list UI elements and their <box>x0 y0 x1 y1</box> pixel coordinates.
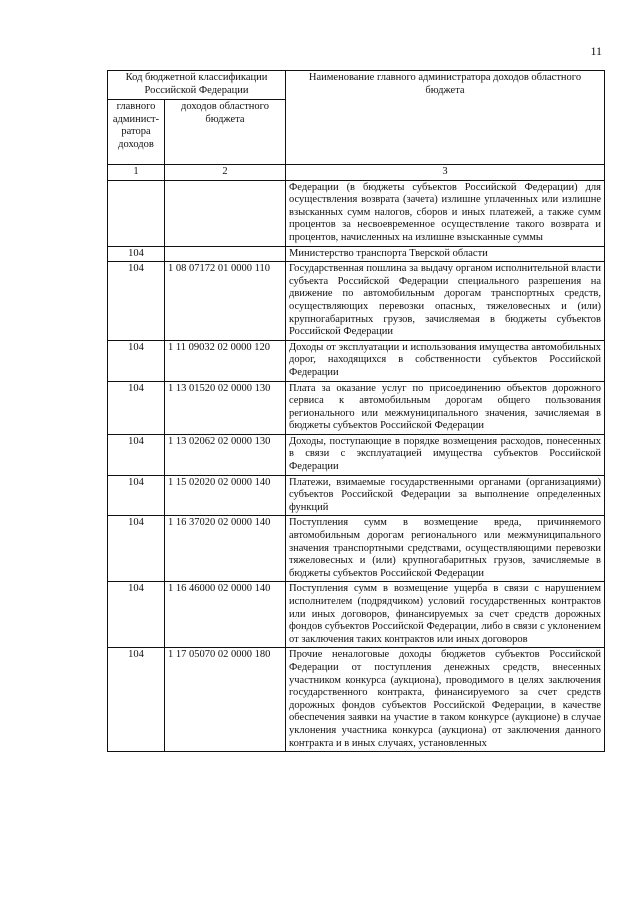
table-row <box>108 262 605 341</box>
income-code-cell: 1 13 02062 02 0000 130 <box>165 434 286 475</box>
admin-code-cell: 104 <box>108 582 165 648</box>
income-name-cell: Прочие неналоговые доходы бюджетов субъектов Российской Федерации от поступления денежных средств, внесенных участником конкурса (аукциона), проводимого в целях заключения государственного контракта, финансируемого за счет средств дорожных фондов субъектов Российской Федерации, в качестве обеспечения заявки на участие в таком конкурсе (аукционе) в случае уклонения участника конкурса (аукциона) от заключения данного контракта и в иных случаях, установленных <box>286 648 605 752</box>
income-code-cell: 1 17 05070 02 0000 180 <box>165 648 286 752</box>
income-code-cell: 1 13 01520 02 0000 130 <box>165 381 286 434</box>
table-row <box>108 180 605 246</box>
table-row <box>108 381 605 434</box>
column-number-3: 3 <box>286 165 605 181</box>
budget-revenue-table <box>107 70 605 752</box>
table-row <box>108 582 605 648</box>
table-row <box>108 340 605 381</box>
admin-code-cell <box>108 180 165 246</box>
admin-code-cell: 104 <box>108 648 165 752</box>
income-name-cell: Доходы от эксплуатации и использования имущества автомобильных дорог, находящихся в собственности субъектов Российской Федерации <box>286 340 605 381</box>
admin-code-cell: 104 <box>108 262 165 341</box>
table-row <box>108 475 605 516</box>
admin-column-header: главного админист-ратора доходов <box>108 100 165 165</box>
table-header <box>108 71 605 181</box>
table-row <box>108 434 605 475</box>
income-name-cell: Поступления сумм в возмещение вреда, причиняемого автомобильным дорогам регионального или межмуниципального значения транспортными средствами, осуществляющими перевозки тяжеловесных и (или) крупногабаритных грузов, зачисляемые в бюджеты субъектов Российской Федерации <box>286 516 605 582</box>
column-number-2: 2 <box>165 165 286 181</box>
income-name-cell: Плата за оказание услуг по присоединению объектов дорожного сервиса к автомобильным дорогам общего пользования регионального или межмуниципального значения, зачисляемая в бюджеты субъектов Российской Федерации <box>286 381 605 434</box>
income-name-cell: Платежи, взимаемые государственными органами (организациями) субъектов Российской Федерации за выполнение определенных функций <box>286 475 605 516</box>
admin-code-cell: 104 <box>108 246 165 262</box>
income-name-cell: Государственная пошлина за выдачу органом исполнительной власти субъекта Российской Федерации специального разрешения на движение по автомобильным дорогам транспортных средств, осуществляющих перевозки опасных, тяжеловесных и (или) крупногабаритных грузов, зачисляемая в бюджеты субъектов Российской Федерации <box>286 262 605 341</box>
income-code-cell: 1 16 46000 02 0000 140 <box>165 582 286 648</box>
income-code-cell: 1 11 09032 02 0000 120 <box>165 340 286 381</box>
page-number: 11 <box>590 44 602 58</box>
income-code-cell: 1 08 07172 01 0000 110 <box>165 262 286 341</box>
column-number-1: 1 <box>108 165 165 181</box>
income-code-cell <box>165 180 286 246</box>
admin-code-cell: 104 <box>108 475 165 516</box>
income-code-cell <box>165 246 286 262</box>
admin-code-cell: 104 <box>108 340 165 381</box>
income-code-cell: 1 16 37020 02 0000 140 <box>165 516 286 582</box>
ministry-name-cell: Министерство транспорта Тверской области <box>286 246 605 262</box>
kbk-group-header: Код бюджетной классификации Российской Федерации <box>108 71 286 100</box>
income-name-cell: Доходы, поступающие в порядке возмещения расходов, понесенных в связи с эксплуатацией имущества субъектов Российской Федерации <box>286 434 605 475</box>
income-name-cell: Поступления сумм в возмещение ущерба в связи с нарушением исполнителем (подрядчиком) условий государственных контрактов или иных договоров, финансируемых за счет средств дорожных фондов субъектов Российской Федерации, либо в связи с уклонением от заключения таких контрактов или иных договоров <box>286 582 605 648</box>
admin-code-cell: 104 <box>108 434 165 475</box>
table-row <box>108 516 605 582</box>
table-row <box>108 648 605 752</box>
admin-code-cell: 104 <box>108 381 165 434</box>
income-name-cell: Федерации (в бюджеты субъектов Российской Федерации) для осуществления возврата (зачета) излишне уплаченных или излишне взысканных сумм налогов, сборов и иных платежей, а также сумм процентов за несвоевременное осуществление такого возврата и процентов, начисленных на излишне взысканные суммы <box>286 180 605 246</box>
table-body <box>108 180 605 752</box>
name-column-header: Наименование главного администратора доходов областного бюджета <box>286 71 605 165</box>
income-code-cell: 1 15 02020 02 0000 140 <box>165 475 286 516</box>
admin-code-cell: 104 <box>108 516 165 582</box>
table-row <box>108 246 605 262</box>
income-column-header: доходов областного бюджета <box>165 100 286 165</box>
